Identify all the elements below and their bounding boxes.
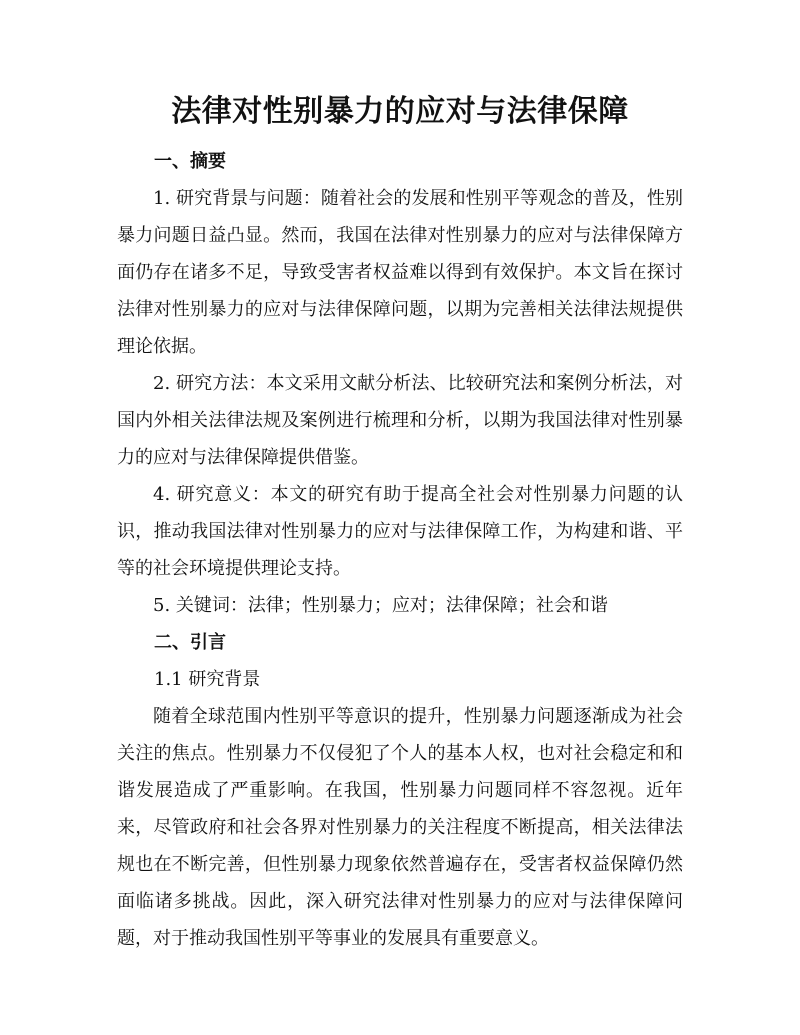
intro-paragraph: 随着全球范围内性别平等意识的提升，性别暴力问题逐渐成为社会关注的焦点。性别暴力不仅侵犯了个人的基本人权，也对社会稳定和和谐发展造成了严重影响。在我国，性别暴力问题同样不容忽视。近年来，尽管政府和社会各界对性别暴力的关注程度不断提高，相关法律法规也在不断完善，但性别暴力现象依然普遍存在，受害者权益保障仍然面临诸多挑战。因此，深入研究法律对性别暴力的应对与法律保障问题，对于推动我国性别平等事业的发展具有重要意义。: [117, 706, 683, 949]
abstract-paragraph-method: 2. 研究方法：本文采用文献分析法、比较研究法和案例分析法，对国内外相关法律法规及案例进行梳理和分析，以期为我国法律对性别暴力的应对与法律保障提供借鉴。: [117, 373, 683, 468]
document-body: [117, 143, 683, 957]
abstract-heading: 一、摘要: [154, 151, 226, 172]
abstract-paragraph-significance: 4. 研究意义：本文的研究有助于提高全社会对性别暴力问题的认识，推动我国法律对性别暴力的应对与法律保障工作，为构建和谐、平等的社会环境提供理论支持。: [117, 484, 683, 579]
intro-subheading: 1.1 研究背景: [154, 669, 261, 690]
document-title: 法律对性别暴力的应对与法律保障: [171, 94, 629, 129]
abstract-paragraph-keywords: 5. 关键词：法律；性别暴力；应对；法律保障；社会和谐: [153, 595, 608, 616]
abstract-paragraph-background: 1. 研究背景与问题：随着社会的发展和性别平等观念的普及，性别暴力问题日益凸显。然而，我国在法律对性别暴力的应对与法律保障方面仍存在诸多不足，导致受害者权益难以得到有效保护。本文旨在探讨法律对性别暴力的应对与法律保障问题，以期为完善相关法律法规提供理论依据。: [117, 188, 683, 357]
intro-heading: 二、引言: [154, 632, 226, 653]
